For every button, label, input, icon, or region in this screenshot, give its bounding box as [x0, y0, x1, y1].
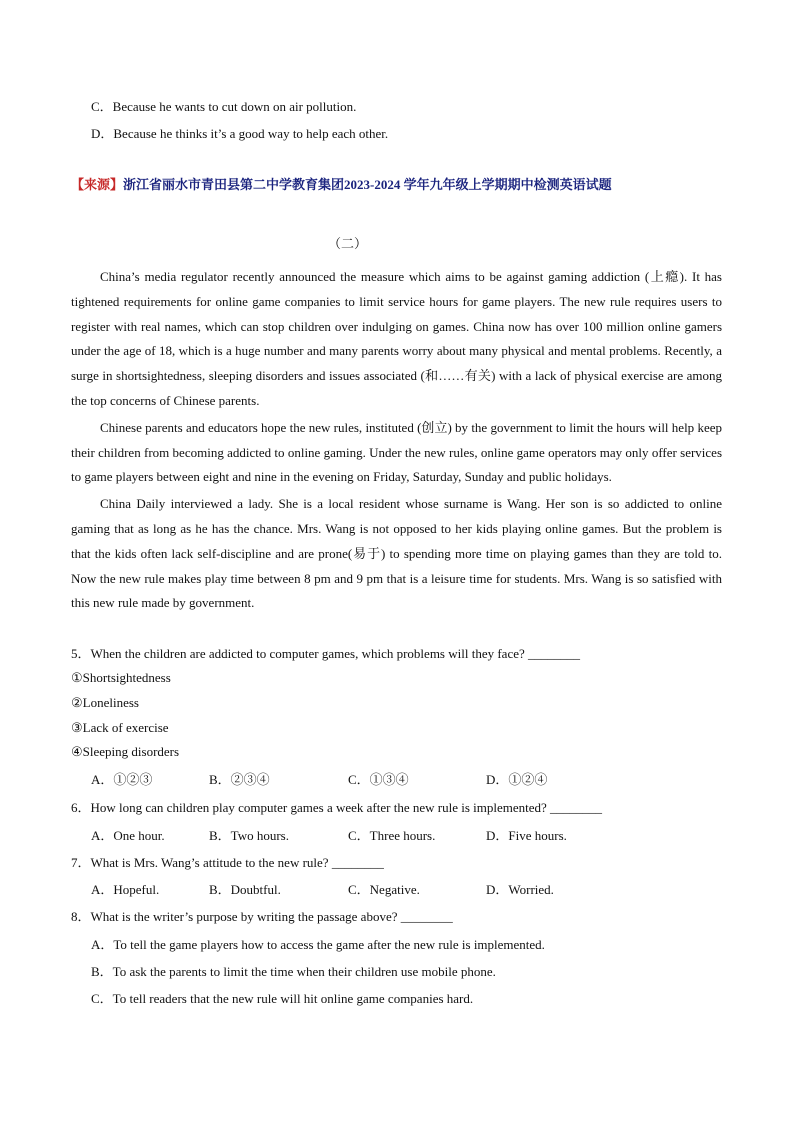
- q5-item-2: ②Loneliness: [71, 695, 139, 710]
- q6-option-c[interactable]: C．Three hours.: [348, 828, 436, 843]
- q7-option-c[interactable]: C．Negative.: [348, 882, 420, 897]
- q5-option-b[interactable]: B．②③④: [209, 772, 270, 787]
- q8-option-c[interactable]: C．To tell readers that the new rule will hit online game companies hard.: [91, 991, 474, 1006]
- q6-option-a[interactable]: A．One hour.: [91, 828, 165, 843]
- passage-paragraph-1: China’s media regulator recently announced the measure which aims to be against gaming addiction (上瘾). It has tightened requirements for online game companies to limit service hours for game players. The new rule requires users to register with real names, which can stop children over indulging on games. China now has over 100 million online gamers under the age of 18, which is a huge number and many parents worry about many physical and mental problems. Recently, a surge in shortsightedness, sleeping disorders and issues associated (和……有关) with a lack of physical exercise are among the top concerns of Chinese parents.: [71, 269, 722, 408]
- q5-item-4: ④Sleeping disorders: [71, 744, 180, 759]
- q5-item-1: ①Shortsightedness: [71, 670, 171, 685]
- prev-option-d: D．Because he thinks it’s a good way to help each other.: [91, 126, 389, 141]
- q6-option-b[interactable]: B．Two hours.: [209, 828, 289, 843]
- prev-option-c: C．Because he wants to cut down on air pollution.: [91, 99, 357, 114]
- q5-option-a[interactable]: A．①②③: [91, 772, 153, 787]
- passage-paragraph-3: China Daily interviewed a lady. She is a local resident whose surname is Wang. Her son is so addicted to online gaming that as long as he has the chance. Mrs. Wang is not opposed to her kids playing online games. But the problem is that the kids often lack self-discipline and are prone(易于) to spending more time on playing games than they are told to. Now the new rule makes play time between 8 pm and 9 pm that is a leisure time for students. Mrs. Wang is so satisfied with this new rule made by government.: [71, 496, 722, 611]
- source-line: [71, 174, 612, 193]
- passage-paragraph-2: Chinese parents and educators hope the new rules, instituted (创立) by the government to limit the hours will help keep their children from becoming addicted to online gaming. Under the new rules, online game operators may only offer services to game players between eight and nine in the evening on Friday, Saturday, Sunday and public holidays.: [71, 419, 722, 485]
- question-5-stem: 5．When the children are addicted to computer games, which problems will they face? ________: [71, 646, 580, 661]
- q7-option-b[interactable]: B．Doubtful.: [209, 882, 281, 897]
- question-7-stem: 7．What is Mrs. Wang’s attitude to the new rule? ________: [71, 855, 384, 870]
- q5-option-c[interactable]: C．①③④: [348, 772, 409, 787]
- source-tag: 【来源】: [71, 177, 124, 192]
- question-8-stem: 8．What is the writer’s purpose by writing the passage above? ________: [71, 909, 453, 924]
- q7-option-a[interactable]: A．Hopeful.: [91, 882, 160, 897]
- q7-option-d[interactable]: D．Worried.: [486, 882, 554, 897]
- question-6-stem: 6．How long can children play computer games a week after the new rule is implemented? ________: [71, 800, 603, 815]
- q6-option-d[interactable]: D．Five hours.: [486, 828, 567, 843]
- q5-option-d[interactable]: D．①②④: [486, 772, 548, 787]
- q5-item-3: ③Lack of exercise: [71, 720, 169, 735]
- reading-passage: [71, 265, 722, 616]
- source-text: 浙江省丽水市青田县第二中学教育集团2023-2024 学年九年级上学期期中检测英语试题: [123, 177, 612, 192]
- q8-option-a[interactable]: A．To tell the game players how to access the game after the new rule is implemented.: [91, 937, 545, 952]
- section-title: （二）: [328, 236, 368, 251]
- q8-option-b[interactable]: B．To ask the parents to limit the time when their children use mobile phone.: [91, 964, 496, 979]
